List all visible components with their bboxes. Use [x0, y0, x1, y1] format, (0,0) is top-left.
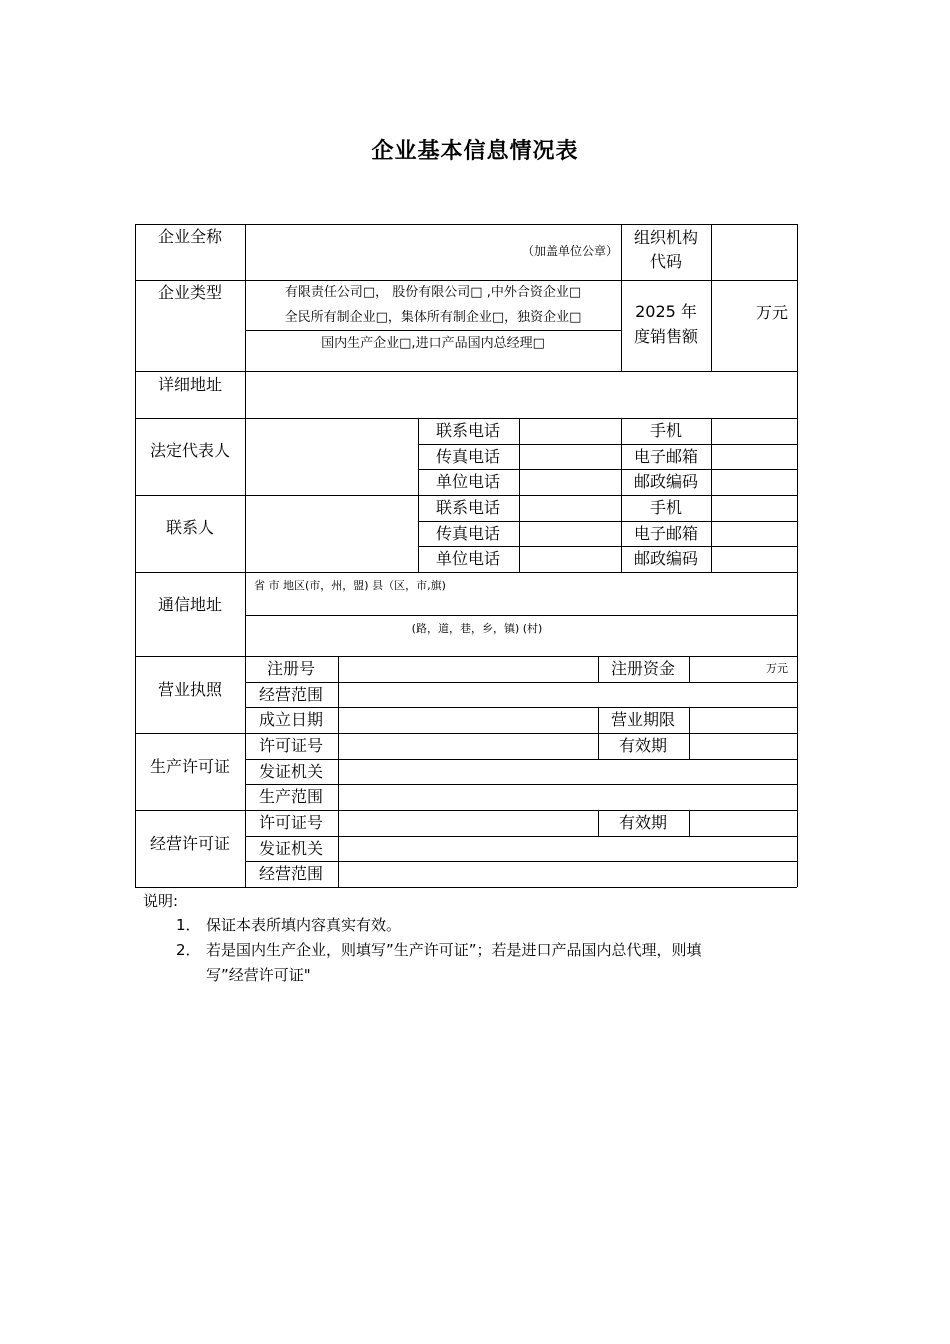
operation-license-label: 经营许可证	[149, 834, 231, 853]
legal-rep-postcode-label: 邮政编码	[633, 472, 699, 491]
production-license-label: 生产许可证	[149, 757, 231, 776]
org-code-label-line1: 组织机构	[633, 228, 699, 247]
org-code-field[interactable]	[712, 225, 796, 280]
annual-sales-label-line1: 2025 年	[635, 302, 697, 321]
note-1-text: 保证本表所填内容真实有效。	[206, 916, 402, 934]
note-2-number: 2．	[176, 941, 201, 959]
contact-postcode-label: 邮政编码	[633, 549, 699, 568]
page-title: 企业基本信息情况表	[371, 139, 579, 164]
mailing-address-label: 通信地址	[157, 595, 223, 614]
reg-capital-label: 注册资金	[610, 659, 676, 678]
contact-mobile-label: 手机	[649, 498, 683, 517]
contact-office-phone-label: 单位电话	[435, 549, 501, 568]
annual-sales-unit: 万元	[755, 303, 788, 322]
note-2-text-line1: 若是国内生产企业，则填写”生产许可证”；若是进口产品国内总代理，则填	[206, 941, 702, 959]
contact-person-name-field[interactable]	[246, 496, 417, 572]
address-label: 详细地址	[157, 375, 223, 394]
legal-rep-fax-label: 传真电话	[435, 447, 501, 466]
mailing-address-line2[interactable]: (路，道，巷，乡，镇) (村)	[411, 622, 543, 635]
address-field[interactable]	[246, 372, 796, 418]
contact-fax-label: 传真电话	[435, 524, 501, 543]
note-2-text-line2: 写”经营许可证"	[206, 966, 311, 984]
contact-email-label: 电子邮箱	[633, 524, 699, 543]
legal-rep-mobile-label: 手机	[649, 421, 683, 440]
business-license-label: 营业执照	[157, 680, 223, 699]
legal-rep-email-label: 电子邮箱	[633, 447, 699, 466]
prod-issuer-label: 发证机关	[258, 762, 324, 781]
legal-rep-phone-label: 联系电话	[435, 421, 501, 440]
company-type-options-line1[interactable]: 有限责任公司□， 股份有限公司□ ,中外合资企业□	[284, 285, 582, 300]
legal-rep-name-field[interactable]	[246, 419, 417, 495]
prod-validity-label: 有效期	[618, 736, 668, 755]
company-type-options-line2[interactable]: 全民所有制企业□，集体所有制企业□，独资企业□	[284, 310, 582, 325]
contact-phone-label: 联系电话	[435, 498, 501, 517]
prod-scope-label: 生产范围	[258, 787, 324, 806]
op-issuer-label: 发证机关	[258, 839, 324, 858]
business-scope-label: 经营范围	[258, 685, 324, 704]
op-validity-label: 有效期	[618, 813, 668, 832]
founded-date-label: 成立日期	[258, 710, 324, 729]
mailing-address-line1[interactable]: 省 市 地区(市，州，盟) 县（区，市,旗)	[254, 579, 446, 592]
org-code-label-line2: 代码	[649, 252, 683, 271]
legal-rep-office-phone-label: 单位电话	[435, 472, 501, 491]
annual-sales-label-line2: 度销售额	[633, 327, 699, 346]
legal-rep-label: 法定代表人	[149, 441, 231, 460]
prod-license-no-label: 许可证号	[258, 736, 324, 755]
company-name-label: 企业全称	[157, 227, 223, 246]
business-term-label: 营业期限	[610, 710, 676, 729]
reg-no-label: 注册号	[266, 659, 316, 678]
contact-person-label: 联系人	[165, 518, 215, 537]
note-1-number: 1．	[176, 916, 201, 934]
reg-capital-unit: 万元	[766, 662, 788, 675]
stamp-hint: （加盖单位公章）	[521, 244, 619, 258]
notes-heading: 说明:	[143, 892, 179, 910]
company-type-label: 企业类型	[157, 283, 223, 302]
op-scope-label: 经营范围	[258, 864, 324, 883]
company-type-options-line3[interactable]: 国内生产企业□,进口产品国内总经理□	[321, 336, 545, 351]
op-license-no-label: 许可证号	[258, 813, 324, 832]
